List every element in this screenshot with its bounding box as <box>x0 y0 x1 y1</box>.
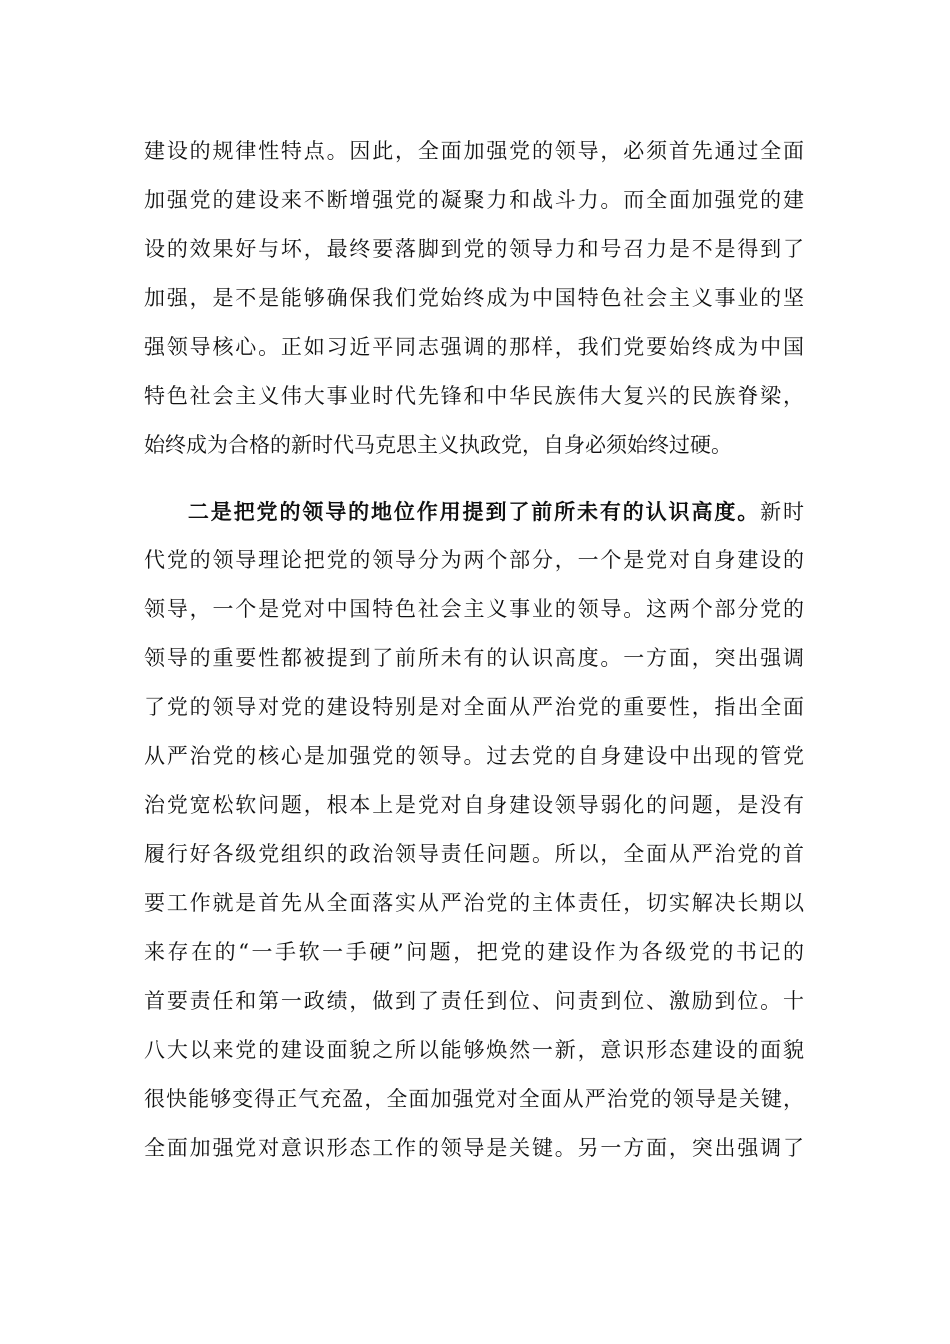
text-line: 建设的规律性特点。因此，全面加强党的领导，必须首先通过全面 <box>144 139 804 163</box>
paragraph-spacer <box>144 470 804 487</box>
text-line: 治党宽松软问题，根本上是党对自身建设领导弱化的问题，是没有 <box>144 793 804 817</box>
text-line: 来存在的“一手软一手硬”问题，把党的建设作为各级党的书记的 <box>144 940 804 964</box>
text-line: 八大以来党的建设面貌之所以能够焕然一新，意识形态建设的面貌 <box>144 1038 804 1062</box>
paragraph-2 <box>144 487 804 1173</box>
document-body <box>144 127 804 1173</box>
text-line: 特色社会主义伟大事业时代先锋和中华民族伟大复兴的民族脊梁， <box>144 384 804 408</box>
text-line: 始终成为合格的新时代马克思主义执政党，自身必须始终过硬。 <box>144 433 732 457</box>
text-line: 要工作就是首先从全面落实从严治党的主体责任，切实解决长期以 <box>144 891 804 915</box>
text-line: 设的效果好与坏，最终要落脚到党的领导力和号召力是不是得到了 <box>144 237 804 261</box>
text-line: 加强，是不是能够确保我们党始终成为中国特色社会主义事业的坚 <box>144 286 804 310</box>
text-line: 了党的领导对党的建设特别是对全面从严治党的重要性，指出全面 <box>144 695 804 719</box>
paragraph-heading: 二是把党的领导的地位作用提到了前所未有的认识高度。 <box>186 499 761 524</box>
text-line: 履行好各级党组织的政治领导责任问题。所以，全面从严治党的首 <box>144 842 804 866</box>
text-line: 很快能够变得正气充盈，全面加强党对全面从严治党的领导是关键， <box>144 1087 804 1111</box>
heading-continuation: 新时 <box>760 500 804 524</box>
text-line: 领导，一个是党对中国特色社会主义事业的领导。这两个部分党的 <box>144 597 804 621</box>
text-line: 加强党的建设来不断增强党的凝聚力和战斗力。而全面加强党的建 <box>144 188 804 212</box>
text-line: 从严治党的核心是加强党的领导。过去党的自身建设中出现的管党 <box>144 744 804 768</box>
text-line: 强领导核心。正如习近平同志强调的那样，我们党要始终成为中国 <box>144 335 804 359</box>
paragraph-first-line <box>144 487 804 536</box>
text-line: 领导的重要性都被提到了前所未有的认识高度。一方面，突出强调 <box>144 646 804 670</box>
text-line: 全面加强党对意识形态工作的领导是关键。另一方面，突出强调了 <box>144 1136 804 1160</box>
text-line: 代党的领导理论把党的领导分为两个部分，一个是党对自身建设的 <box>144 548 804 572</box>
text-line: 首要责任和第一政绩，做到了责任到位、问责到位、激励到位。十 <box>144 989 804 1013</box>
paragraph-1 <box>144 127 804 470</box>
